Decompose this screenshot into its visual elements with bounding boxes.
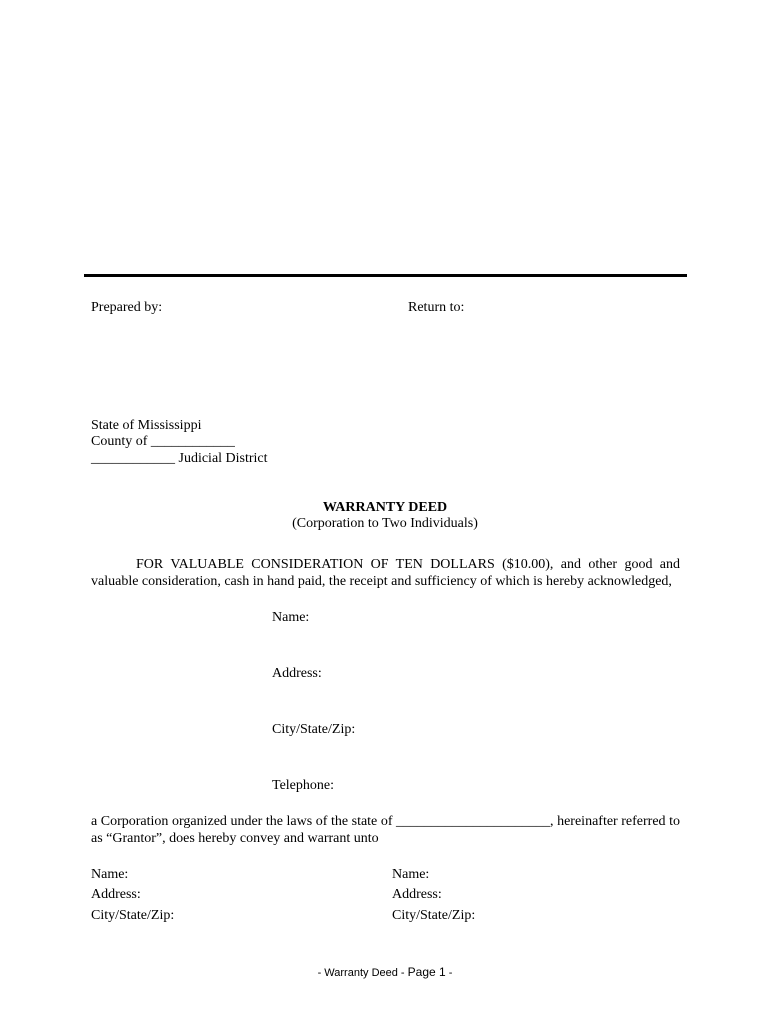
grantee2-city-label: City/State/Zip: [392, 908, 476, 923]
grantor-address-label: Address: [272, 666, 322, 681]
grantee1-name-label: Name: [91, 867, 129, 882]
page-footer [0, 964, 770, 982]
county-line: County of ____________ [91, 434, 235, 449]
grantor-city-label: City/State/Zip: [272, 722, 356, 737]
district-line: ____________ Judicial District [91, 451, 268, 466]
return-to-label: Return to: [408, 300, 465, 315]
page-number: Page 1 [407, 965, 446, 979]
footer-suffix: - [445, 967, 453, 979]
grantor-name-label: Name: [272, 610, 310, 625]
document-subtitle: (Corporation to Two Individuals) [292, 516, 478, 531]
grantee1-address-label: Address: [91, 887, 141, 902]
prepared-by-label: Prepared by: [91, 300, 163, 315]
conveyance-paragraph: a Corporation organized under the laws of the state of ______________________, hereinafter referred to as “Grantor”, does hereby convey and warrant unto [91, 814, 680, 846]
header-rule [84, 274, 687, 277]
grantee2-name-label: Name: [392, 867, 430, 882]
consideration-paragraph: FOR VALUABLE CONSIDERATION OF TEN DOLLARS ($10.00), and other good and valuable consideration, cash in hand paid, the receipt and sufficiency of which is hereby acknowledged, [91, 557, 680, 589]
state-line: State of Mississippi [91, 418, 202, 433]
grantor-telephone-label: Telephone: [272, 778, 334, 793]
grantee2-address-label: Address: [392, 887, 442, 902]
footer-prefix: - Warranty Deed - [317, 967, 408, 979]
grantee1-city-label: City/State/Zip: [91, 908, 175, 923]
document-title: WARRANTY DEED [322, 500, 448, 515]
